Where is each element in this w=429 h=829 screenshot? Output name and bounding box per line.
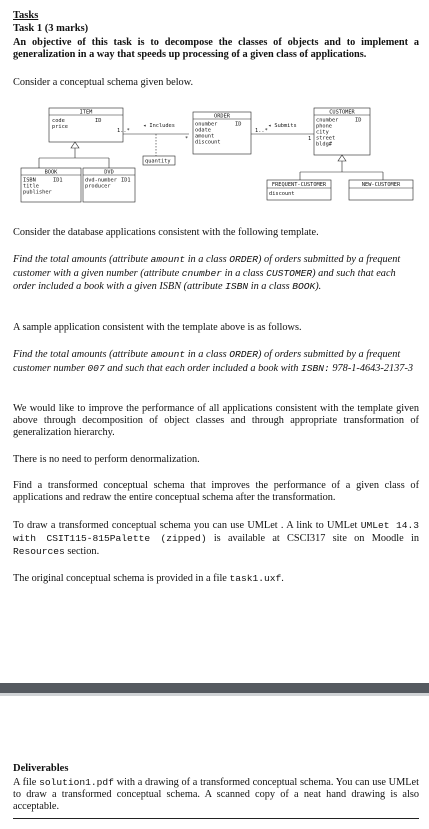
- improve-paragraph: We would like to improve the performance of all applications consistent with the template given above through decomposition of object classes and through appropriate transformation of generalization hierarchy.: [13, 403, 419, 439]
- find-schema-paragraph: Find a transformed conceptual schema that improves the performance of a given class of applications and redraw the entire conceptual schema after the transformation.: [13, 480, 419, 504]
- deliverables-heading: Deliverables: [13, 763, 69, 774]
- no-denormalization-text: There is no need to perform denormalization.: [13, 454, 200, 465]
- association-includes: [117, 123, 189, 165]
- page-separator-shadow: [0, 693, 429, 696]
- book-attr-title: title: [23, 183, 39, 190]
- submits-mult-order: 1..*: [255, 128, 268, 134]
- template-intro-text: Consider the database applications consistent with the following template.: [13, 227, 319, 238]
- item-attr-price: price: [52, 124, 68, 130]
- item-generalization: [39, 142, 109, 168]
- order-id: ID: [235, 121, 242, 128]
- conceptual-schema-diagram: [13, 106, 418, 214]
- item-attr-code: code: [52, 118, 65, 124]
- class-new-customer-name: NEW-CUSTOMER: [361, 182, 401, 188]
- includes-label: ◂ Includes: [143, 123, 175, 129]
- book-attr-publisher: publisher: [23, 189, 52, 196]
- order-attr-amount: amount: [195, 133, 215, 140]
- order-attr-onumber: onumber: [195, 121, 218, 128]
- objective-paragraph: An objective of this task is to decompose the classes of objects and to implement a generalization in a way that speeds up processing of a given class of applications.: [13, 37, 419, 61]
- submits-mult-customer: 1: [308, 136, 312, 142]
- class-book: [21, 168, 81, 202]
- consider-schema-text: Consider a conceptual schema given below.: [13, 77, 194, 88]
- order-attr-odate: odate: [195, 127, 211, 134]
- includes-assoc-attr: quantity: [145, 158, 171, 165]
- class-customer: [314, 108, 370, 155]
- class-dvd-name: DVD: [104, 169, 114, 176]
- tasks-heading: Tasks: [13, 10, 39, 21]
- class-item-name: ITEM: [79, 109, 93, 116]
- task-title: Task 1 (3 marks): [13, 23, 89, 34]
- dvd-attr-number: dvd-number: [85, 177, 117, 184]
- class-new-customer: [349, 180, 413, 200]
- class-frequent-customer-name: FREQUENT-CUSTOMER: [271, 182, 327, 188]
- association-submits: [251, 123, 314, 142]
- order-attr-discount: discount: [195, 139, 221, 146]
- template-paragraph: Find the total amounts (attribute amount in a class ORDER) of orders submitted by a frequent customer with a given number (attribute cnumber in a class CUSTOMER) and such that each order included a book with a given ISBN (attribute ISBN in a class BOOK).: [13, 254, 401, 292]
- customer-attr-cnumber: cnumber: [316, 117, 339, 124]
- page-separator: [0, 683, 429, 693]
- includes-mult-order: *: [185, 136, 189, 142]
- frequent-attr-discount: discount: [269, 191, 295, 197]
- deliverables-paragraph: A file solution1.pdf with a drawing of a transformed conceptual schema. You can use UMLet to draw a transformed conceptual schema. A scanned copy of a neat hand drawing is also acceptable.: [13, 777, 419, 813]
- customer-id: ID: [355, 117, 362, 124]
- item-id: ID: [95, 118, 102, 124]
- class-order: [193, 112, 251, 154]
- book-attr-isbn: ISBN: [23, 177, 36, 184]
- class-order-name: ORDER: [214, 113, 230, 120]
- customer-attr-phone: phone: [316, 123, 332, 130]
- customer-attr-bldg: bldg#: [316, 141, 332, 148]
- class-customer-name: CUSTOMER: [329, 109, 355, 116]
- includes-mult-item: 1..*: [117, 128, 130, 134]
- sample-intro-text: A sample application consistent with the template above is as follows.: [13, 322, 302, 333]
- original-schema-text: The original conceptual schema is provided in a file task1.uxf.: [13, 573, 284, 584]
- customer-attr-city: city: [316, 129, 329, 136]
- dvd-attr-producer: producer: [85, 183, 111, 190]
- class-frequent-customer: [267, 180, 331, 200]
- class-dvd: [83, 168, 135, 202]
- book-id: ID1: [53, 177, 63, 184]
- class-book-name: BOOK: [44, 169, 58, 176]
- bottom-rule: [13, 818, 419, 819]
- submits-label: ◂ Submits: [268, 123, 297, 129]
- sample-paragraph: Find the total amounts (attribute amount in a class ORDER) of orders submitted by a frequent customer number 007 and such that each order included a book with ISBN: 978-1-4643-2137-3: [13, 349, 414, 374]
- class-item: [49, 108, 123, 142]
- dvd-id: ID1: [121, 177, 131, 184]
- umlet-paragraph: To draw a transformed conceptual schema you can use UMLet . A link to UMLet UMLet 14.3 with CSIT115-815Palette (zipped) is available at CSCI317 site on Moodle in Resources section.: [13, 520, 419, 557]
- customer-generalization: [300, 155, 383, 180]
- customer-attr-street: street: [316, 135, 336, 142]
